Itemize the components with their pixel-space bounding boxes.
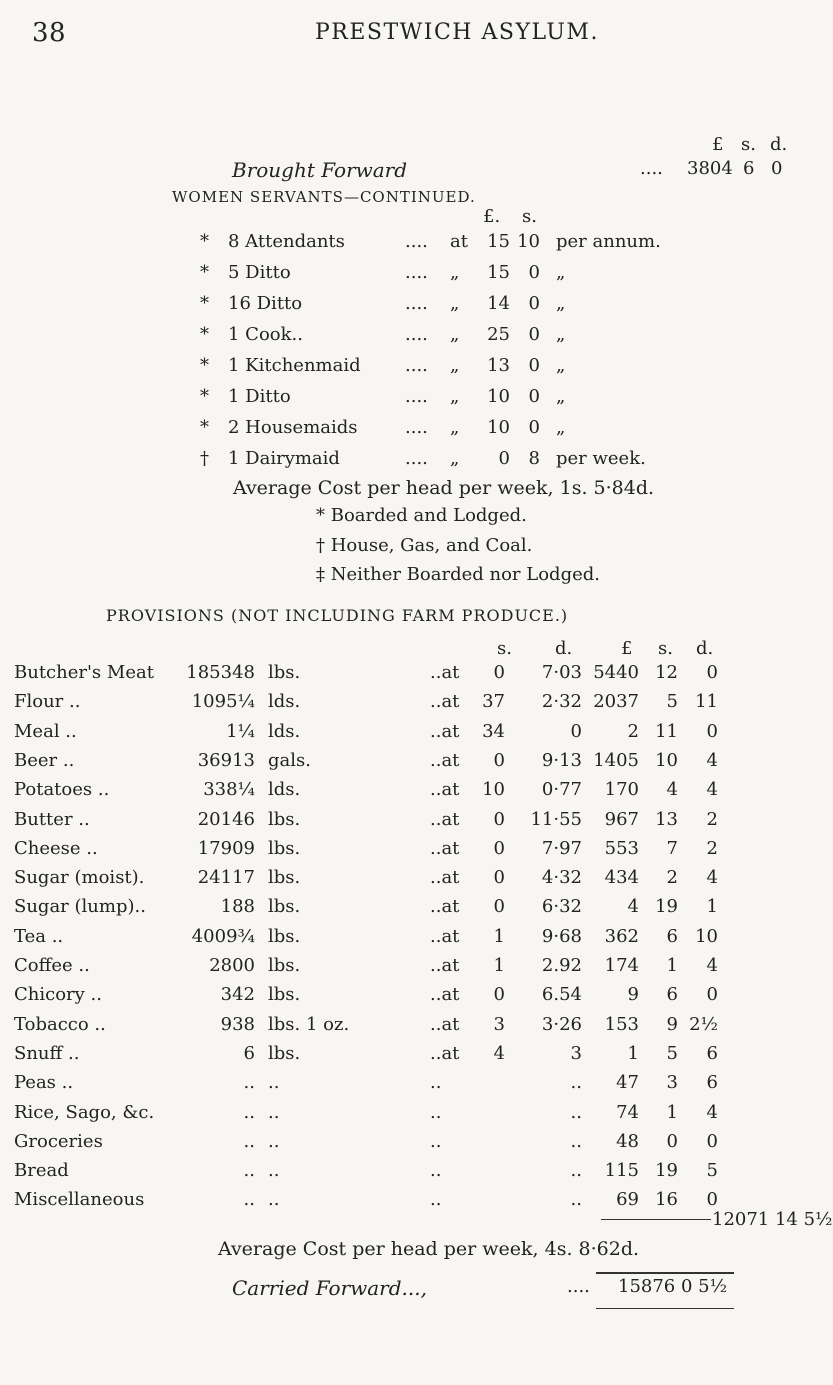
servant-leader: .... (405, 324, 428, 345)
provision-cost-pence: 4 (706, 1101, 718, 1123)
provision-cost-pence: 0 (706, 1130, 718, 1152)
provision-cost-shillings: 1 (666, 955, 678, 976)
provision-cost-shillings: 13 (655, 808, 678, 830)
provision-unit: lds. (268, 720, 301, 742)
provision-at: ..at (430, 808, 460, 830)
servant-wage-period: „ (556, 324, 566, 345)
provision-cost-pounds: 1 (627, 1042, 639, 1064)
provision-cost-pounds: 2 (627, 720, 639, 742)
servant-description: 16 Ditto (228, 293, 303, 314)
servant-at: „ (450, 293, 460, 314)
provision-cost-pounds: 170 (604, 779, 639, 801)
provisions-total: 12071 14 5½ (712, 1209, 833, 1230)
provision-rate-shillings: 0 (493, 867, 505, 889)
provision-item: Meal .. (14, 720, 77, 742)
servant-description: 5 Ditto (228, 262, 291, 283)
provision-unit: lbs. 1 oz. (268, 1013, 350, 1035)
provision-unit: lbs. (268, 984, 301, 1006)
brought-forward-leader: .... (640, 158, 663, 179)
provision-cost-pounds: 967 (604, 808, 639, 830)
provision-cost-shillings: 19 (655, 1160, 678, 1182)
provision-at: .. (430, 1189, 442, 1211)
provision-at: .. (430, 1072, 442, 1094)
provision-item: Chicory .. (14, 984, 102, 1006)
servants-heading: WOMEN SERVANTS—CONTINUED. (172, 188, 476, 206)
provision-at: ..at (430, 1013, 460, 1035)
servant-at: „ (450, 324, 460, 345)
provision-unit: .. (268, 1189, 280, 1211)
provision-cost-shillings: 19 (655, 896, 678, 918)
provision-rate-pence: 0 (570, 720, 582, 742)
servant-at: „ (450, 262, 460, 283)
provision-cost-shillings: 4 (666, 779, 678, 801)
provision-quantity: 4009¾ (191, 925, 255, 947)
provision-unit: lds. (268, 779, 301, 801)
provisions-unit-s: s. (497, 638, 512, 659)
provision-cost-pence: 4 (706, 779, 718, 801)
servant-mark: * (200, 386, 209, 407)
provision-quantity: 24117 (197, 867, 255, 889)
provision-item: Groceries (14, 1130, 103, 1152)
servant-description: 1 Ditto (228, 386, 291, 407)
provision-unit: lbs. (268, 925, 301, 947)
provision-cost-shillings: 0 (666, 1130, 678, 1152)
provision-rate-shillings: 0 (493, 808, 505, 830)
provision-rate-pence: 9·13 (541, 749, 582, 771)
provision-item: Bread (14, 1160, 69, 1182)
servant-description: 1 Cook.. (228, 324, 303, 345)
servant-wage-pounds: 13 (487, 355, 510, 376)
provision-rate-pence: 9·68 (541, 925, 582, 947)
page-number: 38 (32, 18, 67, 48)
provision-item: Potatoes .. (14, 779, 110, 801)
provision-rate-shillings: 1 (493, 925, 505, 947)
units-pounds: £ (712, 134, 724, 155)
servant-wage-shillings: 0 (528, 355, 540, 376)
provision-cost-shillings: 3 (666, 1072, 678, 1094)
servant-wage-shillings: 8 (528, 448, 540, 469)
servant-mark: * (200, 293, 209, 314)
provision-cost-shillings: 5 (666, 691, 678, 713)
provision-rate-pence: 7·03 (541, 662, 582, 683)
provisions-unit-pence: d. (696, 638, 714, 659)
provision-rate-shillings: 0 (493, 984, 505, 1006)
provision-quantity: 6 (243, 1042, 255, 1064)
provision-cost-pounds: 4 (627, 896, 639, 918)
provision-rate-shillings: 0 (493, 662, 505, 683)
provision-cost-pence: 0 (706, 1189, 718, 1211)
provision-rate-pence: 4·32 (541, 867, 582, 889)
provision-at: ..at (430, 779, 460, 801)
provision-at: ..at (430, 925, 460, 947)
brought-forward-label: Brought Forward (232, 158, 408, 182)
provision-cost-pence: 6 (706, 1042, 718, 1064)
provisions-average-cost: Average Cost per head per week, 4s. 8·62d. (218, 1238, 640, 1260)
servant-at: „ (450, 386, 460, 407)
provision-at: ..at (430, 691, 460, 713)
servant-description: 1 Kitchenmaid (228, 355, 361, 376)
servant-leader: .... (405, 262, 428, 283)
provision-cost-pence: 2 (706, 837, 718, 859)
servant-wage-pounds: 10 (487, 386, 510, 407)
provision-unit: lds. (268, 691, 301, 713)
provision-at: ..at (430, 662, 460, 683)
provisions-unit-pounds: £ (621, 638, 633, 659)
provision-cost-pounds: 1405 (593, 749, 639, 771)
units-shillings: s. (741, 134, 756, 155)
servant-mark: * (200, 262, 209, 283)
provision-unit: .. (268, 1160, 280, 1182)
provision-cost-pence: 4 (706, 955, 718, 976)
provision-cost-pounds: 153 (604, 1013, 639, 1035)
provision-cost-shillings: 6 (666, 925, 678, 947)
provision-quantity: .. (243, 1072, 255, 1094)
provision-rate-shillings: 0 (493, 837, 505, 859)
provision-quantity: 938 (220, 1013, 255, 1035)
provision-cost-pounds: 553 (604, 837, 639, 859)
provision-unit: lbs. (268, 896, 301, 918)
provision-item: Sugar (moist). (14, 867, 145, 889)
provision-rate-pence: .. (570, 1072, 582, 1094)
provision-rate-pence: .. (570, 1101, 582, 1123)
provision-at: ..at (430, 1042, 460, 1064)
provision-cost-pence: 0 (706, 720, 718, 742)
provision-cost-shillings: 5 (666, 1042, 678, 1064)
note-house-gas-coal: † House, Gas, and Coal. (316, 535, 533, 556)
carried-rule-top (596, 1272, 734, 1274)
units-pence: d. (770, 134, 788, 155)
servant-at: „ (450, 417, 460, 438)
provision-cost-pounds: 74 (616, 1101, 639, 1123)
provision-rate-shillings: 37 (482, 691, 505, 713)
provision-cost-pounds: 5440 (593, 662, 639, 683)
provision-cost-pence: 2 (706, 808, 718, 830)
provision-quantity: 36913 (197, 749, 255, 771)
provision-cost-pence: 5 (706, 1160, 718, 1182)
servant-mark: * (200, 417, 209, 438)
provision-rate-pence: 11·55 (530, 808, 582, 830)
provision-rate-pence: .. (570, 1130, 582, 1152)
provision-item: Beer .. (14, 749, 75, 771)
provision-item: Tea .. (14, 925, 64, 947)
servants-unit-shillings: s. (522, 206, 537, 227)
servant-leader: .... (405, 231, 428, 252)
servant-mark: * (200, 355, 209, 376)
provision-item: Peas .. (14, 1072, 74, 1094)
provision-rate-shillings: 1 (493, 955, 505, 976)
provision-cost-shillings: 11 (655, 720, 678, 742)
provision-at: ..at (430, 896, 460, 918)
provision-cost-shillings: 2 (666, 867, 678, 889)
servant-at: „ (450, 355, 460, 376)
provisions-unit-d: d. (555, 638, 573, 659)
provision-at: .. (430, 1130, 442, 1152)
carried-forward-leader: .... (567, 1276, 590, 1297)
servant-wage-pounds: 15 (487, 231, 510, 252)
provision-rate-shillings: 10 (482, 779, 505, 801)
servant-leader: .... (405, 448, 428, 469)
provision-at: ..at (430, 720, 460, 742)
provision-quantity: 1095¼ (191, 691, 255, 713)
provision-rate-shillings: 4 (493, 1042, 505, 1064)
servant-leader: .... (405, 417, 428, 438)
provision-cost-shillings: 1 (666, 1101, 678, 1123)
provision-unit: .. (268, 1072, 280, 1094)
provision-unit: lbs. (268, 662, 301, 683)
provision-cost-shillings: 10 (655, 749, 678, 771)
brought-forward-pence: 0 (771, 158, 783, 179)
provision-cost-pounds: 9 (627, 984, 639, 1006)
provision-unit: lbs. (268, 808, 301, 830)
servant-leader: .... (405, 293, 428, 314)
provision-quantity: .. (243, 1189, 255, 1211)
servant-wage-period: per annum. (556, 231, 661, 252)
provision-item: Rice, Sago, &c. (14, 1101, 155, 1123)
provision-cost-pounds: 2037 (593, 691, 639, 713)
servant-wage-period: per week. (556, 448, 646, 469)
provision-rate-pence: 3 (570, 1042, 582, 1064)
note-neither-boarded: ‡ Neither Boarded nor Lodged. (316, 564, 600, 585)
provision-rate-pence: 2.92 (541, 955, 582, 976)
provision-cost-pounds: 48 (616, 1130, 639, 1152)
provision-item: Flour .. (14, 691, 81, 713)
provision-item: Sugar (lump).. (14, 896, 146, 918)
servant-description: 1 Dairymaid (228, 448, 340, 469)
page-title: PRESTWICH ASYLUM. (315, 20, 599, 45)
servant-at: „ (450, 448, 460, 469)
servant-wage-pounds: 10 (487, 417, 510, 438)
provision-unit: gals. (268, 749, 311, 771)
provision-item: Butcher's Meat (14, 662, 154, 683)
provision-at: ..at (430, 955, 460, 976)
provision-rate-pence: 2·32 (541, 691, 582, 713)
brought-forward-pounds: 3804 (687, 158, 733, 179)
servant-wage-pounds: 14 (487, 293, 510, 314)
provision-cost-pounds: 174 (604, 955, 639, 976)
servant-wage-period: „ (556, 355, 566, 376)
provision-unit: lbs. (268, 867, 301, 889)
servant-wage-shillings: 0 (528, 262, 540, 283)
provision-rate-pence: 6.54 (541, 984, 582, 1006)
provision-item: Snuff .. (14, 1042, 80, 1064)
provision-cost-shillings: 6 (666, 984, 678, 1006)
provision-item: Butter .. (14, 808, 90, 830)
provision-quantity: 1¼ (226, 720, 255, 742)
provision-cost-pounds: 434 (604, 867, 639, 889)
provision-unit: .. (268, 1130, 280, 1152)
servants-average-cost: Average Cost per head per week, 1s. 5·84d. (233, 477, 655, 499)
total-rule (601, 1219, 711, 1220)
provision-rate-pence: 0·77 (541, 779, 582, 801)
provision-cost-shillings: 16 (655, 1189, 678, 1211)
servant-wage-period: „ (556, 417, 566, 438)
provision-cost-pence: 0 (706, 662, 718, 683)
provision-rate-shillings: 0 (493, 749, 505, 771)
servant-at: at (450, 231, 468, 252)
carried-forward-label: Carried Forward..., (232, 1276, 427, 1300)
provision-quantity: .. (243, 1160, 255, 1182)
servant-mark: * (200, 324, 209, 345)
servant-wage-period: „ (556, 386, 566, 407)
servant-description: 2 Housemaids (228, 417, 358, 438)
brought-forward-shillings: 6 (743, 158, 755, 179)
servant-mark: † (200, 448, 209, 469)
provision-quantity: 342 (220, 984, 255, 1006)
provision-unit: lbs. (268, 837, 301, 859)
servant-wage-shillings: 0 (528, 293, 540, 314)
provision-unit: lbs. (268, 1042, 301, 1064)
provision-unit: lbs. (268, 955, 301, 976)
provisions-unit-shillings: s. (658, 638, 673, 659)
provision-quantity: .. (243, 1101, 255, 1123)
provision-at: ..at (430, 749, 460, 771)
servant-leader: .... (405, 386, 428, 407)
provision-cost-pence: 6 (706, 1072, 718, 1094)
servants-unit-pounds: £. (483, 206, 501, 227)
servant-wage-period: „ (556, 293, 566, 314)
servant-wage-pounds: 0 (498, 448, 510, 469)
provision-at: .. (430, 1160, 442, 1182)
provision-quantity: 2800 (209, 955, 255, 976)
provision-quantity: 185348 (186, 662, 255, 683)
servant-description: 8 Attendants (228, 231, 345, 252)
servant-leader: .... (405, 355, 428, 376)
provision-item: Coffee .. (14, 955, 90, 976)
provision-at: ..at (430, 867, 460, 889)
provision-cost-shillings: 9 (666, 1013, 678, 1035)
provision-cost-pence: 0 (706, 984, 718, 1006)
provision-rate-pence: 6·32 (541, 896, 582, 918)
servant-wage-pounds: 15 (487, 262, 510, 283)
provision-rate-pence: .. (570, 1160, 582, 1182)
provision-rate-pence: 3·26 (541, 1013, 582, 1035)
servant-wage-shillings: 0 (528, 386, 540, 407)
provision-at: ..at (430, 984, 460, 1006)
servant-wage-shillings: 10 (517, 231, 540, 252)
provision-cost-pence: 10 (695, 925, 718, 947)
servant-mark: * (200, 231, 209, 252)
provision-cost-pounds: 47 (616, 1072, 639, 1094)
provision-item: Tobacco .. (14, 1013, 106, 1035)
provision-cost-pounds: 115 (604, 1160, 639, 1182)
provisions-heading: PROVISIONS (NOT INCLUDING FARM PRODUCE.) (106, 606, 569, 625)
provision-unit: .. (268, 1101, 280, 1123)
provision-cost-pence: 4 (706, 867, 718, 889)
provision-quantity: 188 (220, 896, 255, 918)
provision-cost-pounds: 69 (616, 1189, 639, 1211)
provision-item: Miscellaneous (14, 1189, 145, 1211)
provision-quantity: 20146 (197, 808, 255, 830)
provision-cost-pence: 2½ (689, 1013, 718, 1035)
carried-rule-bottom (596, 1308, 734, 1309)
carried-forward-total: 15876 0 5½ (618, 1276, 728, 1297)
provision-rate-pence: .. (570, 1189, 582, 1211)
provision-rate-pence: 7·97 (541, 837, 582, 859)
provision-cost-pence: 1 (706, 896, 718, 918)
provision-cost-pence: 11 (695, 691, 718, 713)
provision-item: Cheese .. (14, 837, 98, 859)
note-boarded-lodged: * Boarded and Lodged. (316, 505, 527, 526)
servant-wage-shillings: 0 (528, 324, 540, 345)
provision-quantity: .. (243, 1130, 255, 1152)
provision-cost-pounds: 362 (604, 925, 639, 947)
provision-at: ..at (430, 837, 460, 859)
provision-rate-shillings: 34 (482, 720, 505, 742)
provision-rate-shillings: 0 (493, 896, 505, 918)
provision-rate-shillings: 3 (493, 1013, 505, 1035)
provision-at: .. (430, 1101, 442, 1123)
provision-quantity: 338¼ (203, 779, 255, 801)
provision-cost-pence: 4 (706, 749, 718, 771)
provision-quantity: 17909 (197, 837, 255, 859)
servant-wage-pounds: 25 (487, 324, 510, 345)
servant-wage-period: „ (556, 262, 566, 283)
provision-cost-shillings: 12 (655, 662, 678, 683)
servant-wage-shillings: 0 (528, 417, 540, 438)
provision-cost-shillings: 7 (666, 837, 678, 859)
